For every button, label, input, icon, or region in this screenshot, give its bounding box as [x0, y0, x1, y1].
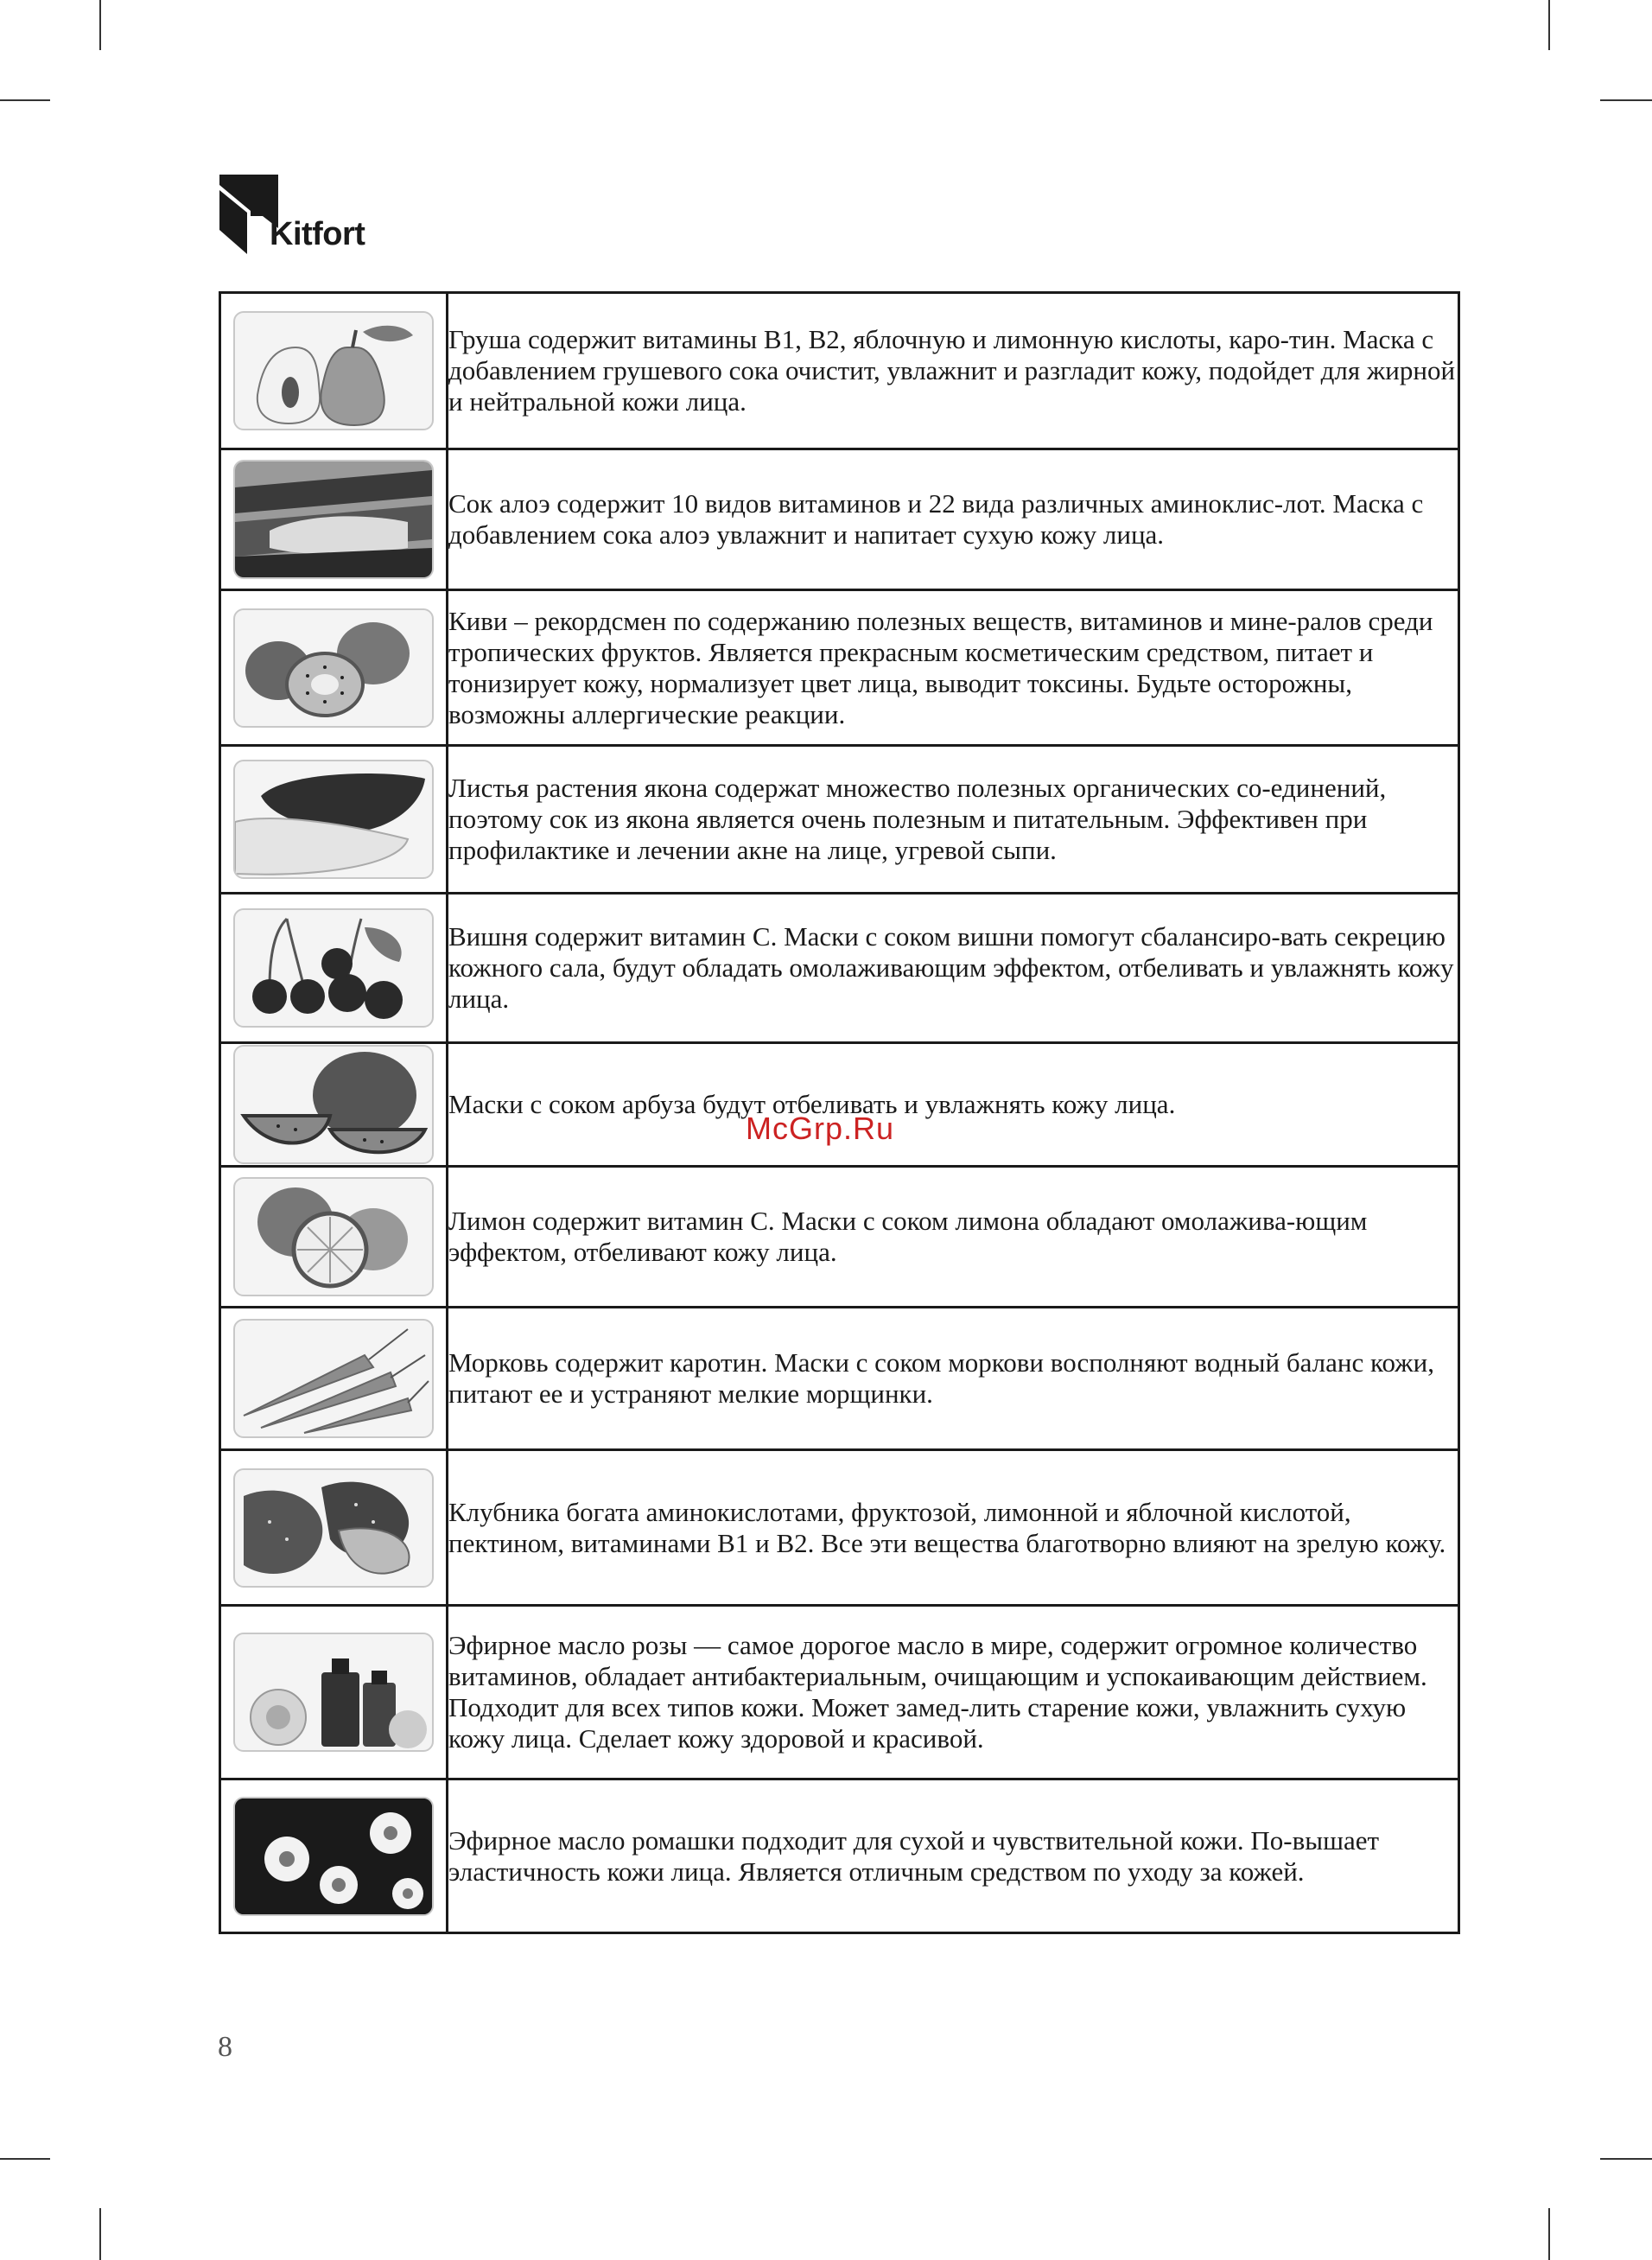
crop-mark [1548, 0, 1550, 50]
watermelon-icon [235, 1047, 432, 1162]
yacon-icon [235, 761, 432, 877]
brand-name: Kitfort [270, 216, 365, 252]
ingredient-description: Эфирное масло розы — самое дорогое масло в мире, содержит огромное количество витаминов, обладает антибактериальным, очищающим и успокаивающим действием. Подходит для всех типов кожи. Может замед-лить старение кожи, увлажнить сухую кожу лица. Сделает кожу здоровой и красивой. [448, 1606, 1459, 1779]
ingredient-description: Вишня содержит витамин С. Маски с соком вишни помогут сбалансиро-вать секрецию кожного сала, будут обладать омолаживающим эффектом, отбеливать и увлажнять кожу лица. [448, 894, 1459, 1043]
ingredient-description: Лимон содержит витамин С. Маски с соком лимона обладают омолажива-ющим эффектом, отбеливают кожу лица. [448, 1167, 1459, 1308]
ingredient-description: Эфирное масло ромашки подходит для сухой и чувствительной кожи. По-вышает эластичность кожи лица. Является отличным средством по уходу за кожей. [448, 1779, 1459, 1933]
crop-mark [1600, 2158, 1652, 2160]
table-row [220, 1167, 1459, 1308]
table-row [220, 449, 1459, 590]
ingredient-description: Морковь содержит каротин. Маски с соком моркови восполняют водный баланс кожи, питают ее и устраняют мелкие морщинки. [448, 1308, 1459, 1450]
ingredient-description: Киви – рекордсмен по содержанию полезных веществ, витаминов и мине-ралов среди тропических фруктов. Является прекрасным косметическим средством, питает и тонизирует кожу, нормализует цвет лица, выводит токсины. Будьте осторожны, возможны аллергические реакции. [448, 590, 1459, 746]
strawberry-icon [235, 1470, 432, 1586]
table-row [220, 1450, 1459, 1606]
page-number: 8 [218, 2031, 232, 2063]
table-row [220, 293, 1459, 449]
crop-mark [99, 0, 101, 50]
table-row [220, 1043, 1459, 1167]
table-row [220, 1308, 1459, 1450]
aloe-icon [235, 462, 432, 577]
ingredient-description: Клубника богата аминокислотами, фруктозой, лимонной и яблочной кислотой, пектином, витаминами В1 и В2. Все эти вещества благотворно влияют на зрелую кожу. [448, 1450, 1459, 1606]
carrot-icon [235, 1321, 432, 1436]
table-row [220, 1606, 1459, 1779]
kiwi-icon [235, 610, 432, 726]
ingredient-description: Маски с соком арбуза будут отбеливать и увлажнять кожу лица. [448, 1043, 1459, 1167]
crop-mark [0, 2158, 50, 2160]
crop-mark [0, 99, 50, 101]
rose-oil-icon [235, 1634, 432, 1750]
table-row [220, 746, 1459, 894]
table-row [220, 590, 1459, 746]
pear-icon [235, 313, 432, 429]
ingredient-description: Груша содержит витамины В1, В2, яблочную и лимонную кислоты, каро-тин. Маска с добавлением грушевого сока очистит, увлажнит и разгладит кожу, подойдет для жирной и нейтральной кожи лица. [448, 293, 1459, 449]
crop-mark [1600, 99, 1652, 101]
table-row [220, 1779, 1459, 1933]
crop-mark [1548, 2208, 1550, 2260]
table-row [220, 894, 1459, 1043]
lemon-icon [235, 1179, 432, 1295]
cherry-icon [235, 910, 432, 1026]
crop-mark [99, 2208, 101, 2260]
chamomile-icon [235, 1798, 432, 1914]
ingredient-description: Листья растения якона содержат множество полезных органических со-единений, поэтому сок из якона является очень полезным и питательным. Эффективен при профилактике и лечении акне на лице, угревой сыпи. [448, 746, 1459, 894]
watermark: McGrp.Ru [746, 1111, 895, 1146]
ingredient-description: Сок алоэ содержит 10 видов витаминов и 22 вида различных аминоклис-лот. Маска с добавлением сока алоэ увлажнит и напитает сухую кожу лица. [448, 449, 1459, 590]
